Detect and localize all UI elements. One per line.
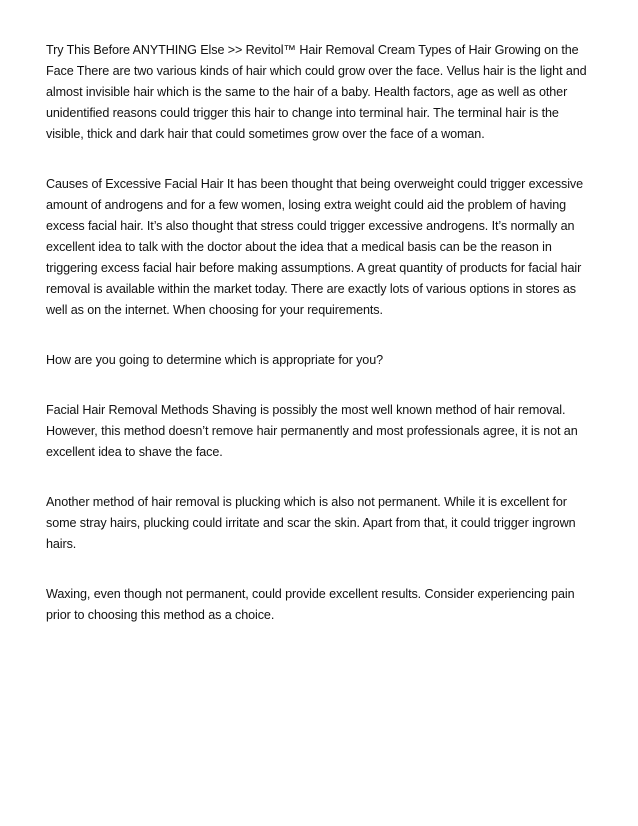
document-body bbox=[46, 40, 594, 626]
paragraph-plucking: Another method of hair removal is plucking which is also not permanent. While it is excellent for some stray hairs, plucking could irritate and scar the skin. Apart from that, it could trigger ingrown hairs. bbox=[46, 495, 576, 551]
paragraph-causes: Causes of Excessive Facial Hair It has been thought that being overweight could trigger excessive amount of androgens and for a few women, losing extra weight could aid the problem of having excess facial hair. It’s also thought that stress could trigger excessive androgens. It’s normally an excellent idea to talk with the doctor about the idea that a medical basis can be the reason in triggering excess facial hair before making assumptions. A great quantity of products for facial hair removal is available within the market today. There are exactly lots of various options in stores as well as on the internet. When choosing for your requirements. bbox=[46, 177, 584, 317]
paragraph-hair-types: Try This Before ANYTHING Else >> Revitol™ Hair Removal Cream Types of Hair Growing on the Face There are two various kinds of hair which could grow over the face. Vellus hair is the light and almost invisible hair which is the same to the hair of a baby. Health factors, age as well as other unidentified reasons could trigger this hair to change into terminal hair. The terminal hair is the visible, thick and dark hair that could sometimes grow over the face of a woman. bbox=[46, 43, 587, 141]
paragraph-question: How are you going to determine which is appropriate for you? bbox=[46, 353, 384, 367]
paragraph-waxing: Waxing, even though not permanent, could provide excellent results. Consider experiencing pain prior to choosing this method as a choice. bbox=[46, 587, 575, 622]
paragraph-shaving: Facial Hair Removal Methods Shaving is possibly the most well known method of hair removal. However, this method doesn’t remove hair permanently and most professionals agree, it is not an excellent idea to shave the face. bbox=[46, 403, 578, 459]
